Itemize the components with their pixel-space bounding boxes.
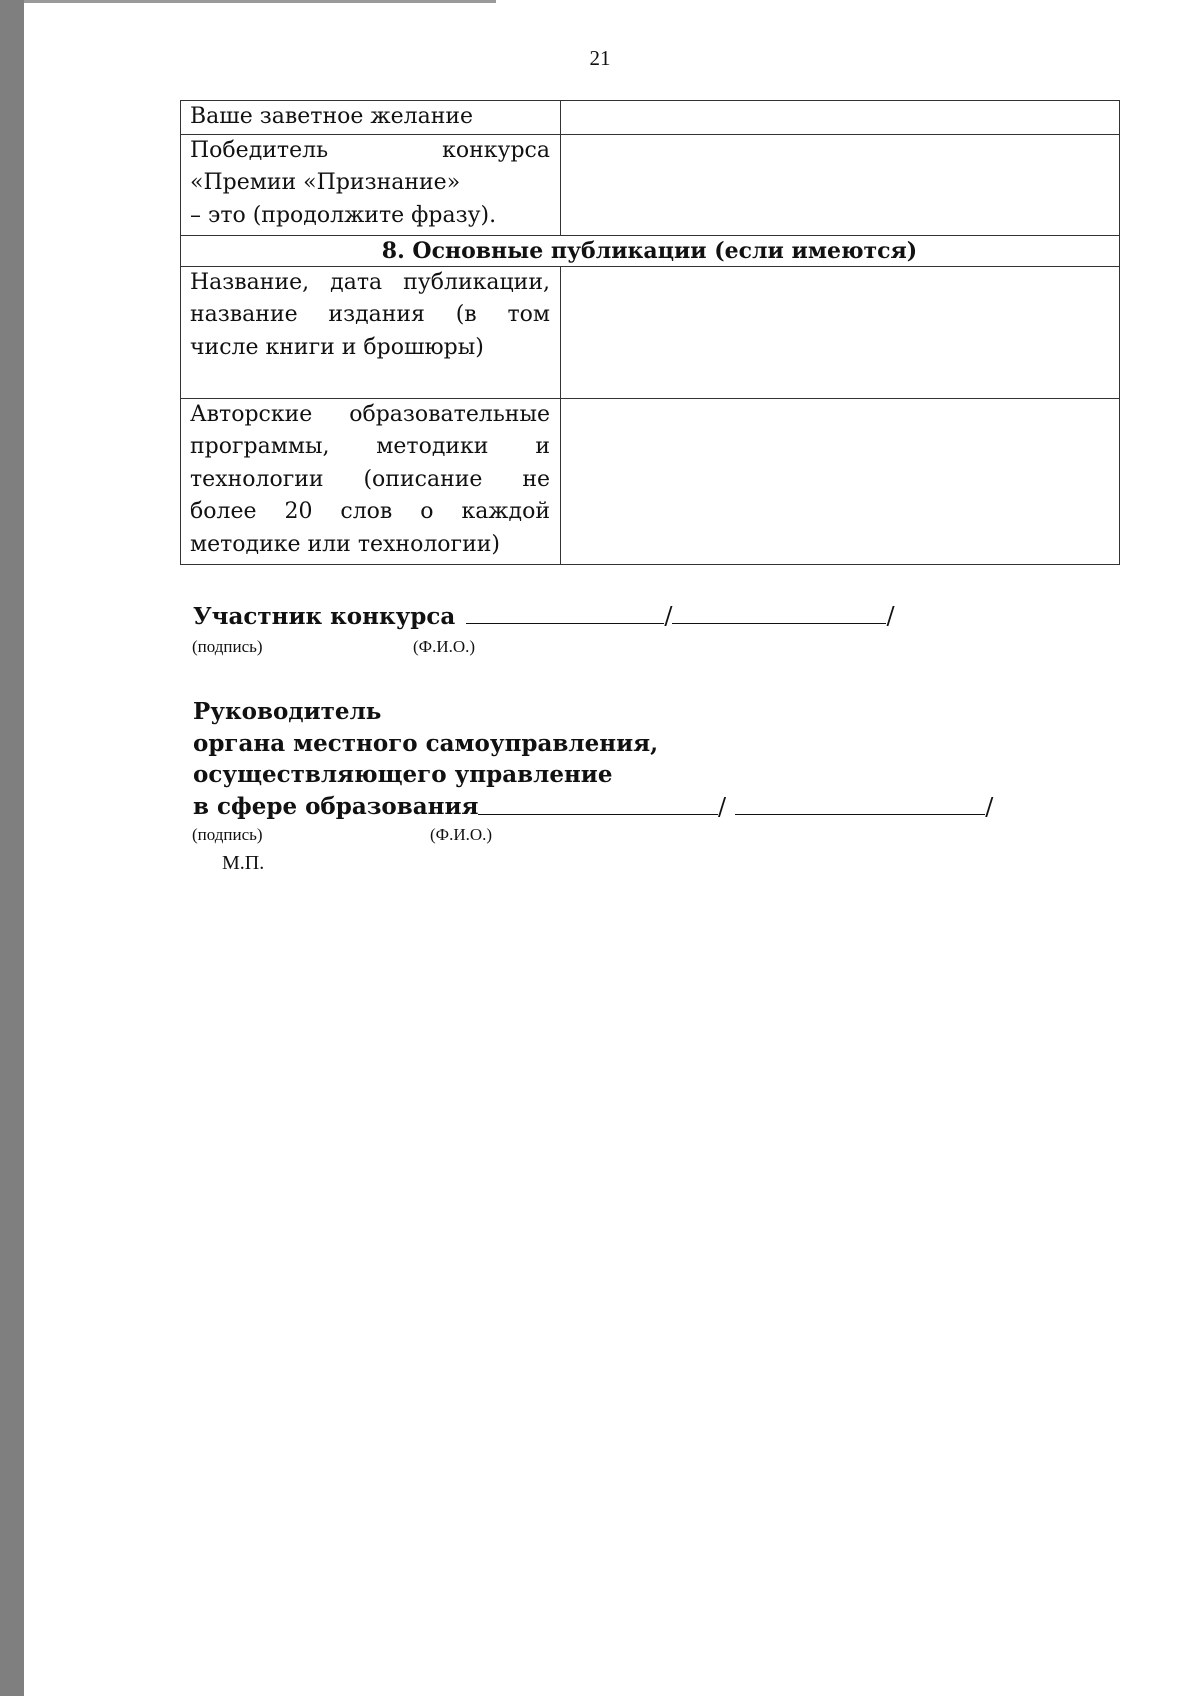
winner-label-line-2: «Премии «Признание» bbox=[190, 170, 461, 195]
participant-caption-name: (Ф.И.О.) bbox=[413, 637, 476, 656]
table-row-publications bbox=[181, 266, 1120, 398]
head-title-line-2: органа местного самоуправления, bbox=[193, 729, 659, 757]
winner-label bbox=[181, 134, 561, 235]
winner-label-line-1: Победитель конкурса bbox=[190, 137, 550, 163]
application-form-table bbox=[180, 100, 1120, 565]
table-row-wish bbox=[181, 101, 1120, 135]
winner-value-cell[interactable] bbox=[561, 134, 1120, 235]
table-row-section bbox=[181, 235, 1120, 266]
scan-edge bbox=[0, 0, 24, 1696]
head-name-blank[interactable] bbox=[735, 794, 985, 815]
programs-value-cell[interactable] bbox=[561, 398, 1120, 564]
programs-label: Авторские образовательные программы, методики и технологии (описание не более 20 слов о каждой методике или технологии) bbox=[181, 398, 561, 564]
participant-slash: / bbox=[664, 602, 673, 630]
head-signature-blanks bbox=[478, 793, 993, 821]
page-number: 21 bbox=[589, 46, 611, 70]
head-signature-blank[interactable] bbox=[478, 794, 718, 815]
head-caption-signature: (подпись) bbox=[192, 825, 263, 844]
publications-value-cell[interactable] bbox=[561, 266, 1120, 398]
participant-signature-blank[interactable] bbox=[466, 603, 664, 624]
publications-label: Название, дата публикации, название издания (в том числе книги и брошюры) bbox=[181, 266, 561, 398]
wish-value-cell[interactable] bbox=[561, 101, 1120, 135]
participant-caption-signature: (подпись) bbox=[192, 637, 263, 656]
head-title-line-4: в сфере образования bbox=[193, 792, 479, 820]
participant-signature-line bbox=[193, 602, 895, 630]
head-slash-end: / bbox=[985, 793, 994, 821]
table-row-winner bbox=[181, 134, 1120, 235]
section-title: 8. Основные публикации (если имеются) bbox=[181, 235, 1120, 266]
scan-top-edge bbox=[24, 0, 496, 3]
participant-name-blank[interactable] bbox=[672, 603, 886, 624]
head-caption-name: (Ф.И.О.) bbox=[430, 825, 493, 844]
head-slash: / bbox=[718, 793, 727, 821]
participant-title: Участник конкурса bbox=[193, 603, 456, 630]
head-title-line-3: осуществляющего управление bbox=[193, 761, 613, 788]
head-title-line-1: Руководитель bbox=[193, 698, 382, 725]
stamp-mark: М.П. bbox=[222, 852, 265, 874]
wish-label: Ваше заветное желание bbox=[181, 101, 561, 135]
participant-slash-end: / bbox=[886, 602, 895, 630]
table-row-programs bbox=[181, 398, 1120, 564]
winner-label-line-3: – это (продолжите фразу). bbox=[190, 202, 497, 228]
